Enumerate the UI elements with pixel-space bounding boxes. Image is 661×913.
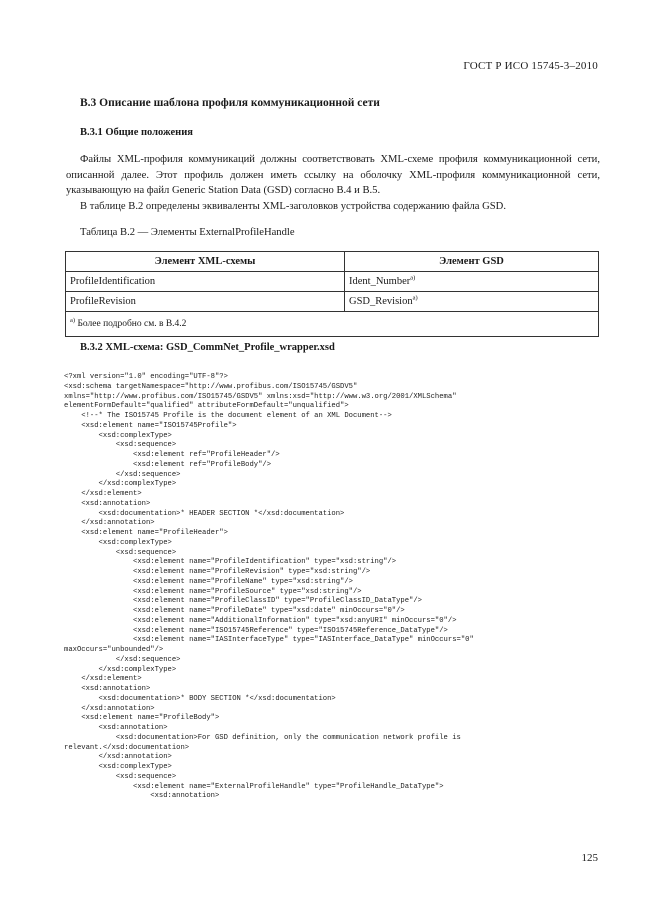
footnote-marker: a) [412,294,418,302]
footnote-marker: a) [70,316,76,324]
subsection-title-xml-schema: B.3.2 XML-схема: GSD_CommNet_Profile_wrapper.xsd [80,342,335,353]
table-footnote-row [66,312,599,337]
paragraph-2: В таблице В.2 определены эквиваленты XML-заголовков устройства содержанию файла GSD. [80,200,506,212]
table-header-gsd: Элемент GSD [345,252,599,272]
section-title: B.3 Описание шаблона профиля коммуникационной сети [80,97,380,109]
page-number: 125 [581,852,598,864]
subsection-title-general: B.3.1 Общие положения [80,127,193,138]
body-text [66,152,600,214]
footnote-marker: a) [410,274,416,282]
table-cell-with-footnote [345,272,599,292]
table-header-xml: Элемент XML-схемы [66,252,345,272]
table-footnote-cell [66,312,599,337]
table-cell: ProfileRevision [66,292,345,312]
table-row [66,292,599,312]
paragraph-1: Файлы XML-профиля коммуникаций должны соответствовать XML-схеме профиля коммуникационной сети, описанной далее. Этот профиль должен иметь ссылку на оболочку XML-профиля коммуникационной сети, указывающую на файл Generic Station Data (GSD) согласно В.4 и В.5. [66,154,600,196]
xml-schema-code: <?xml version="1.0" encoding="UTF-8"?> <xsd:schema targetNamespace="http://www.profibus.com/ISO15745/GSDV5" xmlns="http://www.profibus.com/ISO15745/GSDV5" xmlns:xsd="http://www.w3.org/2001/XMLSchema" elementFormDefault="qualified" attributeFormDefault="unqualified"> <!--* The ISO15745 Profile is the document element of an XML Document--> <xsd:element name="ISO15745Profile"> <xsd:complexType> <xsd:sequence> <xsd:element ref="ProfileHeader"/> <xsd:element ref="ProfileBody"/> </xsd:sequence> </xsd:complexType> </xsd:element> <xsd:annotation> <xsd:documentation>* HEADER SECTION *</xsd:documentation> </xsd:annotation> <xsd:element name="ProfileHeader"> <xsd:complexType> <xsd:sequence> <xsd:element name="ProfileIdentification" type="xsd:string"/> <xsd:element name="ProfileRevision" type="xsd:string"/> <xsd:element name="ProfileName" type="xsd:string"/> <xsd:element name="ProfileSource" type="xsd:string"/> <xsd:element name="ProfileClassID" type="ProfileClassID_DataType"/> <xsd:element name="ProfileDate" type="xsd:date" minOccurs="0"/> <xsd:element name="AdditionalInformation" type="xsd:anyURI" minOccurs="0"/> <xsd:element name="ISO15745Reference" type="ISO15745Reference_DataType"/> <xsd:element name="IASInterfaceType" type="IASInterface_DataType" minOccurs="0" maxOccurs="unbounded"/> </xsd:sequence> </xsd:complexType> </xsd:element> <xsd:annotation> <xsd:documentation>* BODY SECTION *</xsd:documentation> </xsd:annotation> <xsd:element name="ProfileBody"> <xsd:annotation> <xsd:documentation>For GSD definition, only the communication network profile is relevant.</xsd:documentation> </xsd:annotation> <xsd:complexType> <xsd:sequence> <xsd:element name="ExternalProfileHandle" type="ProfileHandle_DataType"> <xsd:annotation> [64,373,474,801]
document-id-header: ГОСТ Р ИСО 15745-3–2010 [463,60,598,72]
table-caption: Таблица В.2 — Элементы ExternalProfileHandle [80,227,295,238]
elements-table [65,251,599,337]
table-cell-value: GSD_Revision [349,296,413,307]
table-footnote-text: Более подробно см. в В.4.2 [77,318,187,329]
table-cell-with-footnote [345,292,599,312]
table-cell-value: Ident_Number [349,276,411,287]
table-header-row [66,252,599,272]
table-row [66,272,599,292]
table-cell: ProfileIdentification [66,272,345,292]
